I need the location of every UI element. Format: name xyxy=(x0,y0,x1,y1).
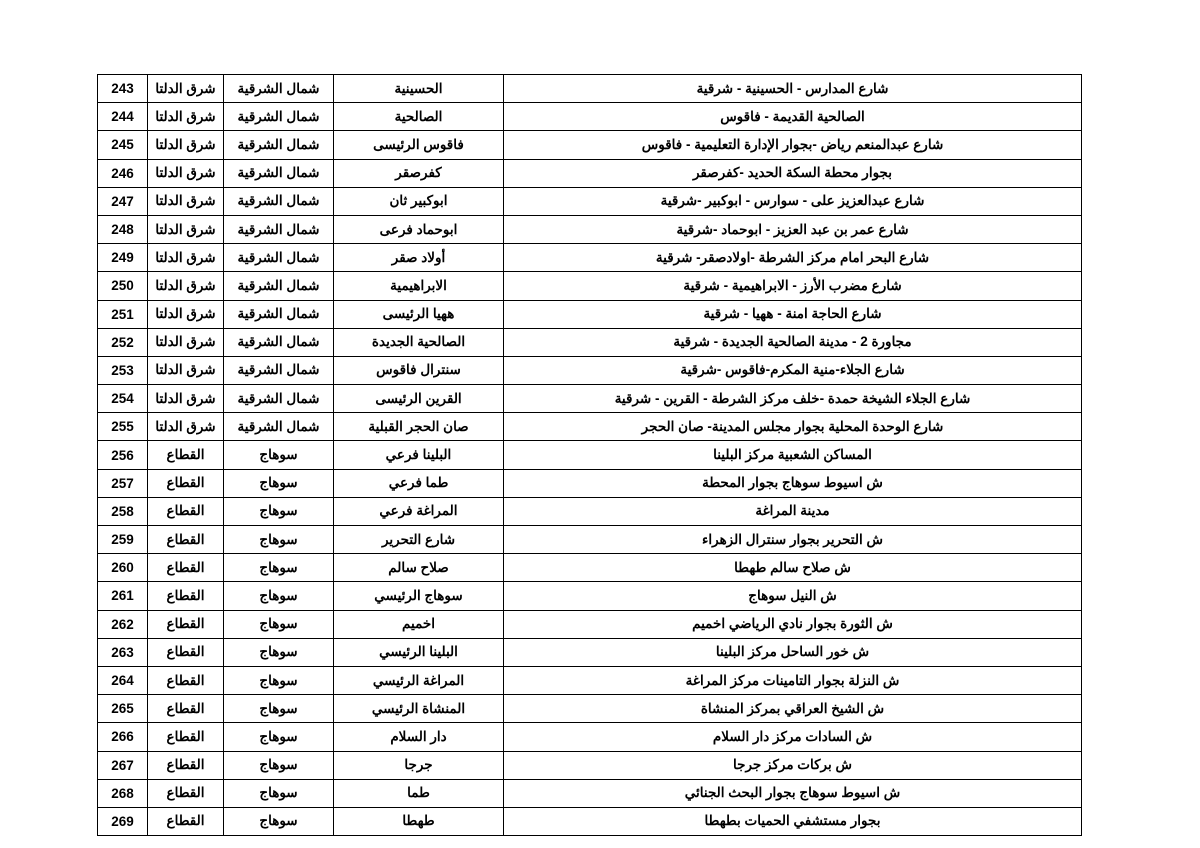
cell-center-name: الصالحية الجديدة xyxy=(334,328,504,356)
cell-governorate: سوهاج xyxy=(224,751,334,779)
table-row xyxy=(98,356,1082,384)
cell-address: ش النيل سوهاج xyxy=(504,582,1082,610)
cell-region: القطاع xyxy=(148,779,224,807)
cell-address: بجوار مستشفي الحميات بطهطا xyxy=(504,807,1082,835)
cell-number: 264 xyxy=(98,666,148,694)
cell-center-name: البلينا الرئيسي xyxy=(334,638,504,666)
cell-number: 249 xyxy=(98,244,148,272)
cell-region: القطاع xyxy=(148,723,224,751)
cell-center-name: كفرصقر xyxy=(334,159,504,187)
cell-governorate: سوهاج xyxy=(224,526,334,554)
cell-number: 248 xyxy=(98,215,148,243)
cell-center-name: الابراهيمية xyxy=(334,272,504,300)
cell-address: ش خور الساحل مركز البلينا xyxy=(504,638,1082,666)
cell-number: 257 xyxy=(98,469,148,497)
cell-center-name: أولاد صقر xyxy=(334,244,504,272)
table-row xyxy=(98,723,1082,751)
cell-center-name: ابوحماد فرعى xyxy=(334,215,504,243)
cell-address: ش صلاح سالم طهطا xyxy=(504,554,1082,582)
cell-region: شرق الدلتا xyxy=(148,103,224,131)
cell-address: شارع مضرب الأرز - الابراهيمية - شرقية xyxy=(504,272,1082,300)
table-row xyxy=(98,666,1082,694)
cell-region: شرق الدلتا xyxy=(148,356,224,384)
cell-number: 262 xyxy=(98,610,148,638)
cell-governorate: شمال الشرقية xyxy=(224,131,334,159)
cell-center-name: صان الحجر القبلية xyxy=(334,413,504,441)
table-row xyxy=(98,413,1082,441)
cell-number: 255 xyxy=(98,413,148,441)
cell-address: الصالحية القديمة - فاقوس xyxy=(504,103,1082,131)
cell-number: 243 xyxy=(98,75,148,103)
table-row xyxy=(98,215,1082,243)
cell-governorate: سوهاج xyxy=(224,469,334,497)
table-row xyxy=(98,497,1082,525)
cell-number: 258 xyxy=(98,497,148,525)
cell-region: شرق الدلتا xyxy=(148,272,224,300)
cell-governorate: سوهاج xyxy=(224,610,334,638)
table-row xyxy=(98,187,1082,215)
table-row xyxy=(98,638,1082,666)
cell-address: شارع عمر بن عبد العزيز - ابوحماد -شرقية xyxy=(504,215,1082,243)
cell-number: 268 xyxy=(98,779,148,807)
cell-region: القطاع xyxy=(148,807,224,835)
cell-governorate: شمال الشرقية xyxy=(224,328,334,356)
cell-governorate: شمال الشرقية xyxy=(224,356,334,384)
cell-region: القطاع xyxy=(148,554,224,582)
cell-address: شارع المدارس - الحسينية - شرقية xyxy=(504,75,1082,103)
cell-region: شرق الدلتا xyxy=(148,75,224,103)
cell-region: شرق الدلتا xyxy=(148,413,224,441)
table-row xyxy=(98,526,1082,554)
cell-number: 254 xyxy=(98,385,148,413)
cell-address: ش بركات مركز جرجا xyxy=(504,751,1082,779)
table-row xyxy=(98,159,1082,187)
cell-region: شرق الدلتا xyxy=(148,300,224,328)
cell-governorate: شمال الشرقية xyxy=(224,300,334,328)
table-row xyxy=(98,272,1082,300)
cell-center-name: الصالحية xyxy=(334,103,504,131)
cell-center-name: المراغة الرئيسي xyxy=(334,666,504,694)
cell-number: 253 xyxy=(98,356,148,384)
cell-number: 252 xyxy=(98,328,148,356)
cell-center-name: المنشاة الرئيسي xyxy=(334,695,504,723)
centers-table xyxy=(97,74,1082,836)
cell-region: القطاع xyxy=(148,469,224,497)
cell-address: شارع الجلاء-منية المكرم-فاقوس -شرقية xyxy=(504,356,1082,384)
cell-region: القطاع xyxy=(148,582,224,610)
cell-region: القطاع xyxy=(148,441,224,469)
cell-center-name: طما xyxy=(334,779,504,807)
cell-number: 263 xyxy=(98,638,148,666)
cell-governorate: شمال الشرقية xyxy=(224,215,334,243)
cell-number: 256 xyxy=(98,441,148,469)
cell-address: ش النزلة بجوار التامينات مركز المراغة xyxy=(504,666,1082,694)
cell-center-name: البلينا فرعي xyxy=(334,441,504,469)
cell-address: المساكن الشعبية مركز البلينا xyxy=(504,441,1082,469)
cell-center-name: طهطا xyxy=(334,807,504,835)
cell-center-name: طما فرعي xyxy=(334,469,504,497)
cell-region: القطاع xyxy=(148,751,224,779)
cell-governorate: سوهاج xyxy=(224,666,334,694)
table-row xyxy=(98,328,1082,356)
cell-center-name: شارع التحرير xyxy=(334,526,504,554)
table-row xyxy=(98,779,1082,807)
cell-number: 265 xyxy=(98,695,148,723)
cell-region: القطاع xyxy=(148,695,224,723)
cell-governorate: شمال الشرقية xyxy=(224,272,334,300)
table-row xyxy=(98,695,1082,723)
table-row xyxy=(98,469,1082,497)
cell-address: مدينة المراغة xyxy=(504,497,1082,525)
cell-region: شرق الدلتا xyxy=(148,244,224,272)
cell-center-name: سوهاج الرئيسي xyxy=(334,582,504,610)
cell-governorate: سوهاج xyxy=(224,582,334,610)
table-row xyxy=(98,244,1082,272)
cell-address: ش الثورة بجوار نادي الرياضي اخميم xyxy=(504,610,1082,638)
cell-region: شرق الدلتا xyxy=(148,187,224,215)
cell-governorate: شمال الشرقية xyxy=(224,75,334,103)
table-row xyxy=(98,300,1082,328)
cell-center-name: القرين الرئيسى xyxy=(334,385,504,413)
cell-region: القطاع xyxy=(148,610,224,638)
cell-number: 245 xyxy=(98,131,148,159)
cell-address: مجاورة 2 - مدينة الصالحية الجديدة - شرقية xyxy=(504,328,1082,356)
cell-address: ش التحرير بجوار سنترال الزهراء xyxy=(504,526,1082,554)
cell-governorate: سوهاج xyxy=(224,695,334,723)
cell-governorate: سوهاج xyxy=(224,807,334,835)
cell-address: ش الشيخ العراقي بمركز المنشاة xyxy=(504,695,1082,723)
table-row xyxy=(98,75,1082,103)
cell-address: شارع عبدالمنعم رياض -بجوار الإدارة التعليمية - فاقوس xyxy=(504,131,1082,159)
cell-number: 260 xyxy=(98,554,148,582)
cell-governorate: شمال الشرقية xyxy=(224,413,334,441)
cell-number: 259 xyxy=(98,526,148,554)
cell-region: شرق الدلتا xyxy=(148,385,224,413)
table-row xyxy=(98,385,1082,413)
cell-address: ش اسيوط سوهاج بجوار المحطة xyxy=(504,469,1082,497)
cell-governorate: شمال الشرقية xyxy=(224,187,334,215)
cell-governorate: سوهاج xyxy=(224,638,334,666)
cell-region: شرق الدلتا xyxy=(148,328,224,356)
cell-number: 246 xyxy=(98,159,148,187)
cell-center-name: اخميم xyxy=(334,610,504,638)
cell-address: شارع الحاجة امنة - ههيا - شرقية xyxy=(504,300,1082,328)
cell-region: شرق الدلتا xyxy=(148,215,224,243)
table-body xyxy=(98,75,1082,836)
cell-governorate: شمال الشرقية xyxy=(224,244,334,272)
cell-number: 247 xyxy=(98,187,148,215)
cell-center-name: سنترال فاقوس xyxy=(334,356,504,384)
cell-address: ش السادات مركز دار السلام xyxy=(504,723,1082,751)
cell-address: شارع الوحدة المحلية بجوار مجلس المدينة- صان الحجر xyxy=(504,413,1082,441)
table-row xyxy=(98,582,1082,610)
table-row xyxy=(98,131,1082,159)
cell-address: شارع عبدالعزيز على - سوارس - ابوكبير -شرقية xyxy=(504,187,1082,215)
cell-region: القطاع xyxy=(148,638,224,666)
cell-address: شارع الجلاء الشيخة حمدة -خلف مركز الشرطة - القرين - شرقية xyxy=(504,385,1082,413)
table-row xyxy=(98,751,1082,779)
table-row xyxy=(98,554,1082,582)
cell-governorate: شمال الشرقية xyxy=(224,159,334,187)
cell-number: 266 xyxy=(98,723,148,751)
cell-number: 251 xyxy=(98,300,148,328)
table-row xyxy=(98,441,1082,469)
cell-number: 269 xyxy=(98,807,148,835)
table-row xyxy=(98,807,1082,835)
cell-region: القطاع xyxy=(148,497,224,525)
cell-center-name: ههيا الرئيسى xyxy=(334,300,504,328)
cell-center-name: الحسينية xyxy=(334,75,504,103)
cell-region: شرق الدلتا xyxy=(148,159,224,187)
table-container xyxy=(111,74,1082,836)
table-row xyxy=(98,103,1082,131)
cell-center-name: جرجا xyxy=(334,751,504,779)
cell-address: شارع البحر امام مركز الشرطة -اولادصقر- شرقية xyxy=(504,244,1082,272)
cell-region: القطاع xyxy=(148,666,224,694)
cell-center-name: المراغة فرعي xyxy=(334,497,504,525)
cell-address: بجوار محطة السكة الحديد -كفرصقر xyxy=(504,159,1082,187)
cell-number: 250 xyxy=(98,272,148,300)
table-row xyxy=(98,610,1082,638)
cell-governorate: شمال الشرقية xyxy=(224,385,334,413)
cell-center-name: صلاح سالم xyxy=(334,554,504,582)
cell-region: القطاع xyxy=(148,526,224,554)
cell-center-name: فاقوس الرئيسى xyxy=(334,131,504,159)
cell-address: ش اسيوط سوهاج بجوار البحث الجنائي xyxy=(504,779,1082,807)
cell-governorate: سوهاج xyxy=(224,554,334,582)
cell-governorate: سوهاج xyxy=(224,779,334,807)
cell-governorate: سوهاج xyxy=(224,441,334,469)
cell-center-name: دار السلام xyxy=(334,723,504,751)
cell-center-name: ابوكبير ثان xyxy=(334,187,504,215)
cell-region: شرق الدلتا xyxy=(148,131,224,159)
cell-governorate: شمال الشرقية xyxy=(224,103,334,131)
cell-number: 261 xyxy=(98,582,148,610)
cell-governorate: سوهاج xyxy=(224,723,334,751)
cell-number: 244 xyxy=(98,103,148,131)
cell-number: 267 xyxy=(98,751,148,779)
cell-governorate: سوهاج xyxy=(224,497,334,525)
